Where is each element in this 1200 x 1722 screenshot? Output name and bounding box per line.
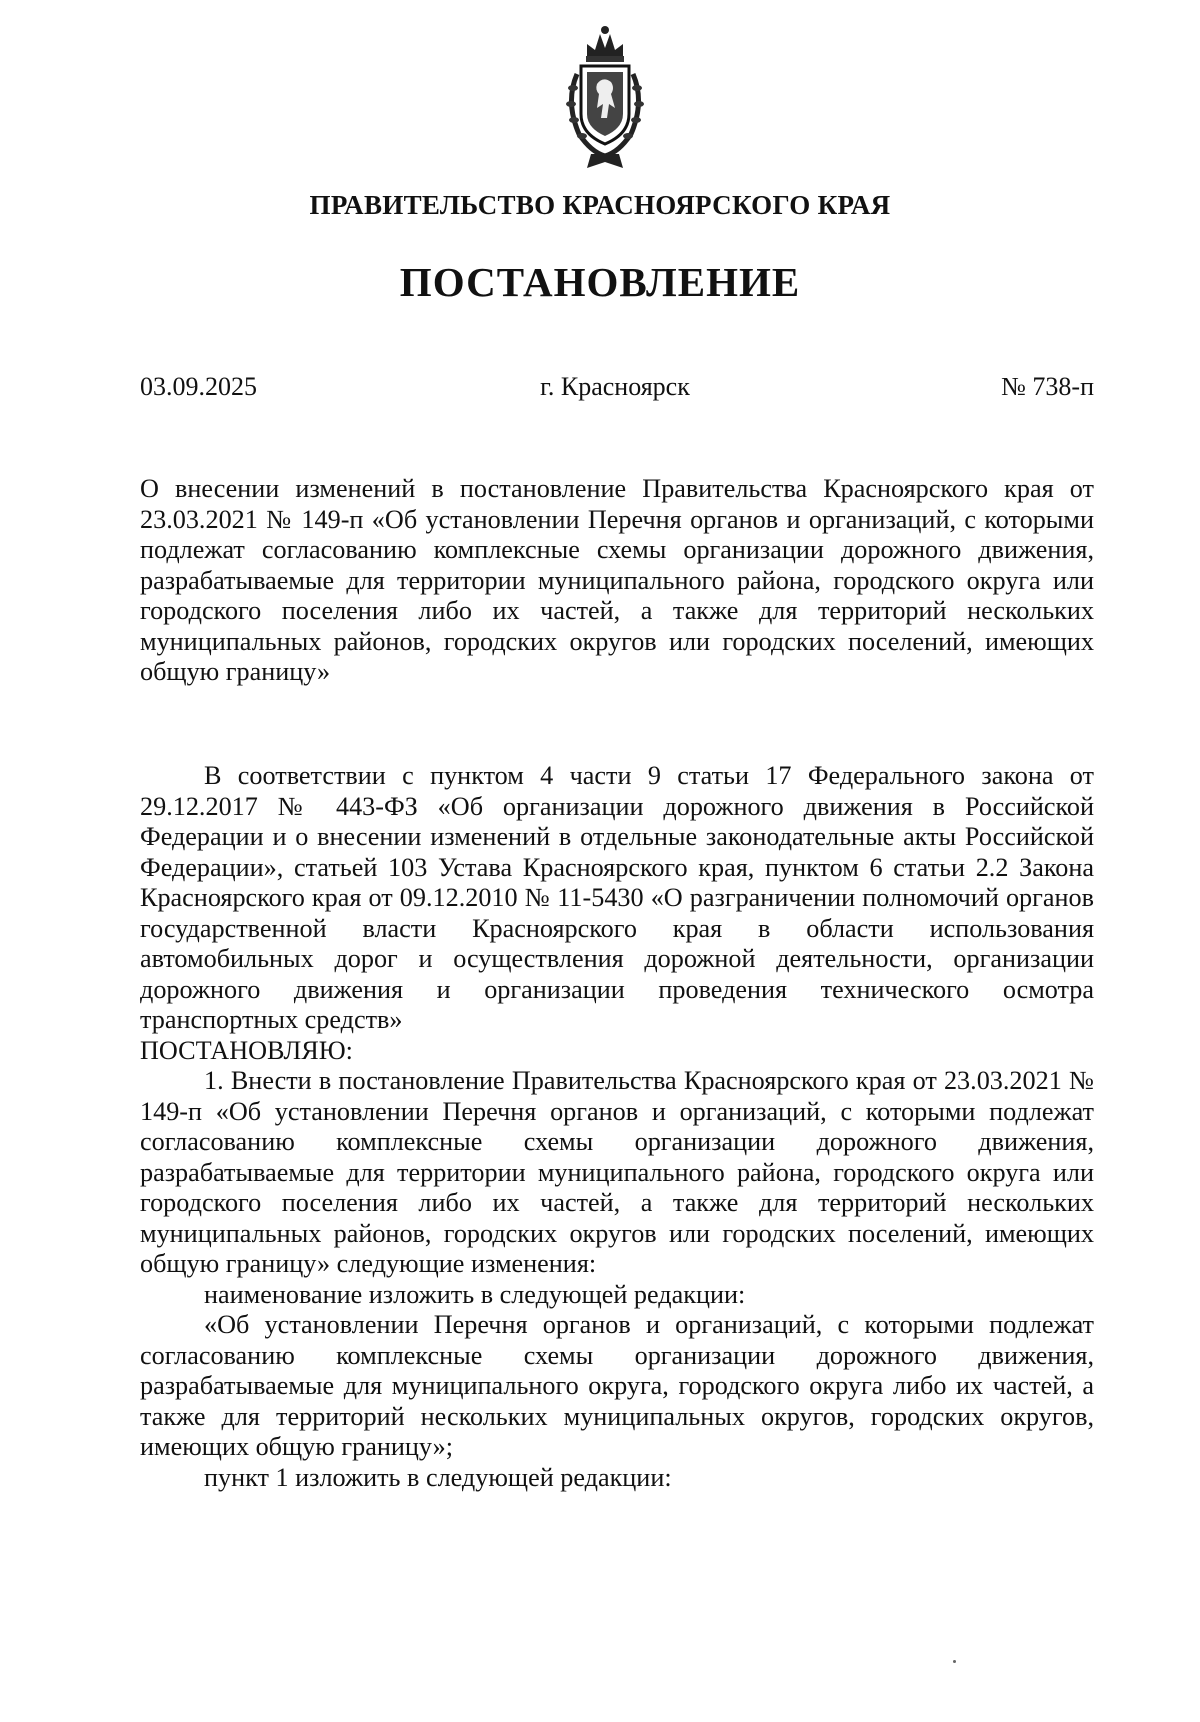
preamble-paragraph: В соответствии с пунктом 4 части 9 статьи 17 Федерального закона от 29.12.2017 № 443-ФЗ «Об организации дорожного движения в Российской Федерации и о внесении изменений в отдельные законодательные акты Российской Федерации», статьей 103 Устава Красноярского края, пунктом 6 статьи 2.2 Закона Красноярского края от 09.12.2010 № 11-5430 «О разграничении полномочий органов государственной власти Красноярского края в области использования автомобильных дорог и осуществления дорожной деятельности, организации дорожного движения и организации проведения технического осмотра транспортных средств» <box>140 761 1094 1034</box>
item-1-paragraph: 1. Внести в постановление Правительства Красноярского края от 23.03.2021 № 149-п «Об установлении Перечня органов и организаций, с которыми подлежат согласованию комплексные схемы организации дорожного движения, разрабатываемые для территории муниципального района, городского округа или городского поселения либо их частей, а также для территорий нескольких муниципальных районов, городских округов или городских поселений, имеющих общую границу» следующие изменения: <box>140 1066 1094 1278</box>
document-subject <box>140 474 1094 688</box>
title-change-paragraph: наименование изложить в следующей редакции: <box>204 1279 746 1309</box>
document-number: № 738-п <box>1001 372 1094 401</box>
krasnoyarsk-coat-of-arms-icon <box>557 22 653 170</box>
document-type: ПОСТАНОВЛЕНИЕ <box>399 259 801 305</box>
new-title-paragraph: «Об установлении Перечня органов и организаций, с которыми подлежат согласованию комплексные схемы организации дорожного движения, разрабатываемые для муниципального округа, городского округа либо их частей, а также для территорий нескольких муниципальных округов, городских округов, имеющих общую границу»; <box>140 1310 1094 1461</box>
point-1-change-paragraph: пункт 1 изложить в следующей редакции: <box>204 1462 672 1492</box>
document-date: 03.09.2025 <box>140 372 257 401</box>
organization-name: ПРАВИТЕЛЬСТВО КРАСНОЯРСКОГО КРАЯ <box>309 190 891 220</box>
scan-speck <box>953 1660 956 1663</box>
document-city: г. Красноярск <box>540 372 690 401</box>
resolve-word: ПОСТАНОВЛЯЮ: <box>140 1035 353 1065</box>
subject-text: О внесении изменений в постановление Правительства Красноярского края от 23.03.2021 № 149-п «Об установлении Перечня органов и организаций, с которыми подлежат согласованию комплексные схемы организации дорожного движения, разрабатываемые для территории муниципального района, городского округа или городского поселения либо их частей, а также для территорий нескольких муниципальных районов, городских округов или городских поселений, имеющих общую границу» <box>140 474 1094 686</box>
document-body <box>140 761 1094 1493</box>
